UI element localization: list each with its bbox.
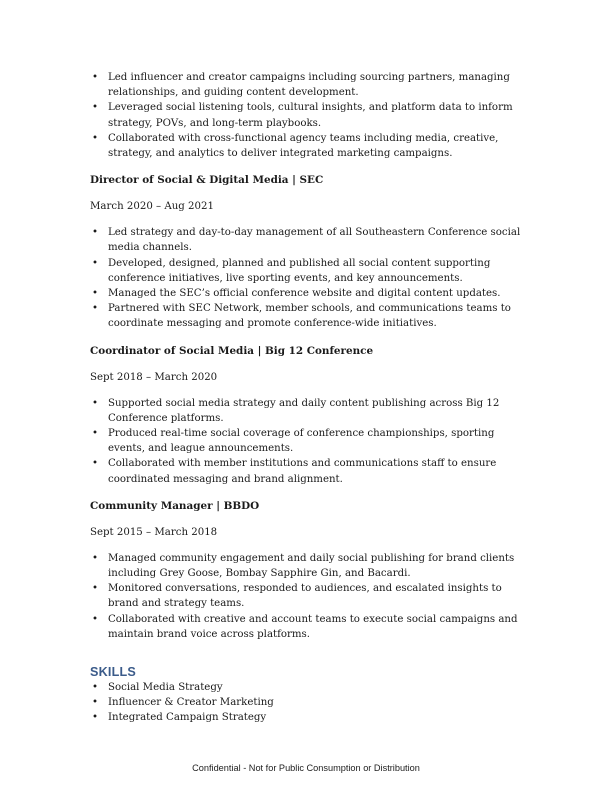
list-item: [90, 680, 530, 695]
bullet-text: Managed community engagement and daily social publishing for brand clients including Grey Goose, Bombay Sapphire Gin, and Bacardi.: [108, 552, 515, 580]
bullet-text: Collaborated with cross-functional agency teams including media, creative, strategy, and analytics to deliver integrated marketing campaigns.: [108, 132, 499, 160]
bullet-icon: •: [92, 132, 99, 144]
bullet-icon: •: [92, 697, 99, 709]
bullet-icon: •: [92, 102, 99, 114]
skill-text: Influencer & Creator Marketing: [108, 697, 274, 709]
bullet-icon: •: [92, 458, 99, 470]
resume-page: [90, 70, 530, 726]
skills-list: [90, 680, 530, 726]
skill-text: Social Media Strategy: [108, 682, 223, 694]
bullet-text: Developed, designed, planned and published all social content supporting conference initiatives, live sporting events, and key announcements.: [108, 257, 491, 284]
bullet-icon: •: [92, 613, 99, 625]
bullet-text: Produced real-time social coverage of conference championships, sporting events, and league announcements.: [108, 428, 495, 455]
list-item: [90, 131, 530, 161]
job-title: Director of Social & Digital Media | SEC: [90, 174, 324, 187]
list-item: [90, 70, 530, 100]
bullet-text: Partnered with SEC Network, member schools, and communications teams to coordinate messaging and promote conference-wide initiatives.: [108, 303, 511, 330]
list-item: [90, 301, 530, 331]
bullet-text: Managed the SEC’s official conference website and digital content updates.: [108, 288, 501, 300]
job-dates: Sept 2018 – March 2020: [90, 371, 218, 383]
bullet-text: Led strategy and day-to-day management of all Southeastern Conference social media channels.: [108, 227, 521, 254]
bullet-text: Led influencer and creator campaigns including sourcing partners, managing relationships, and guiding content development.: [108, 72, 510, 99]
bullet-icon: •: [92, 303, 99, 315]
job-title: Coordinator of Social Media | Big 12 Conference: [90, 344, 374, 357]
skill-text: Integrated Campaign Strategy: [108, 712, 267, 724]
bullet-text: Leveraged social listening tools, cultural insights, and platform data to inform strategy, POVs, and long-term playbooks.: [108, 102, 513, 129]
list-item: [90, 612, 530, 642]
bullet-text: Monitored conversations, responded to audiences, and escalated insights to brand and strategy teams.: [108, 583, 502, 610]
skills-heading: SKILLS: [90, 665, 136, 680]
bullet-icon: •: [92, 583, 99, 595]
list-item: [90, 100, 530, 130]
bullet-icon: •: [92, 227, 99, 239]
list-item: [90, 256, 530, 286]
bullet-icon: •: [92, 682, 99, 694]
bullet-icon: •: [92, 428, 99, 440]
bullet-icon: •: [92, 712, 99, 724]
job-dates: March 2020 – Aug 2021: [90, 201, 214, 213]
list-item: [90, 225, 530, 255]
intro-bullet-list: [90, 70, 530, 161]
list-item: [90, 695, 530, 710]
list-item: [90, 710, 530, 725]
job-bullet-list: [90, 551, 530, 642]
job-bullet-list: [90, 396, 530, 487]
job-title: Community Manager | BBDO: [90, 499, 260, 512]
bullet-icon: •: [92, 397, 99, 409]
bullet-text: Supported social media strategy and daily content publishing across Big 12 Conference platforms.: [108, 397, 500, 424]
list-item: [90, 581, 530, 611]
job-bullet-list: [90, 225, 530, 331]
bullet-text: Collaborated with member institutions and communications staff to ensure coordinated messaging and brand alignment.: [108, 458, 497, 485]
bullet-icon: •: [92, 552, 99, 564]
job-dates: Sept 2015 – March 2018: [90, 526, 218, 538]
bullet-icon: •: [92, 288, 99, 300]
bullet-icon: •: [92, 257, 99, 269]
list-item: [90, 551, 530, 581]
list-item: [90, 286, 530, 301]
list-item: [90, 426, 530, 456]
list-item: [90, 396, 530, 426]
bullet-icon: •: [92, 72, 99, 83]
list-item: [90, 456, 530, 486]
bullet-text: Collaborated with creative and account teams to execute social campaigns and maintain brand voice across platforms.: [108, 613, 518, 640]
footer-confidential: Confidential - Not for Public Consumption or Distribution: [192, 763, 420, 773]
